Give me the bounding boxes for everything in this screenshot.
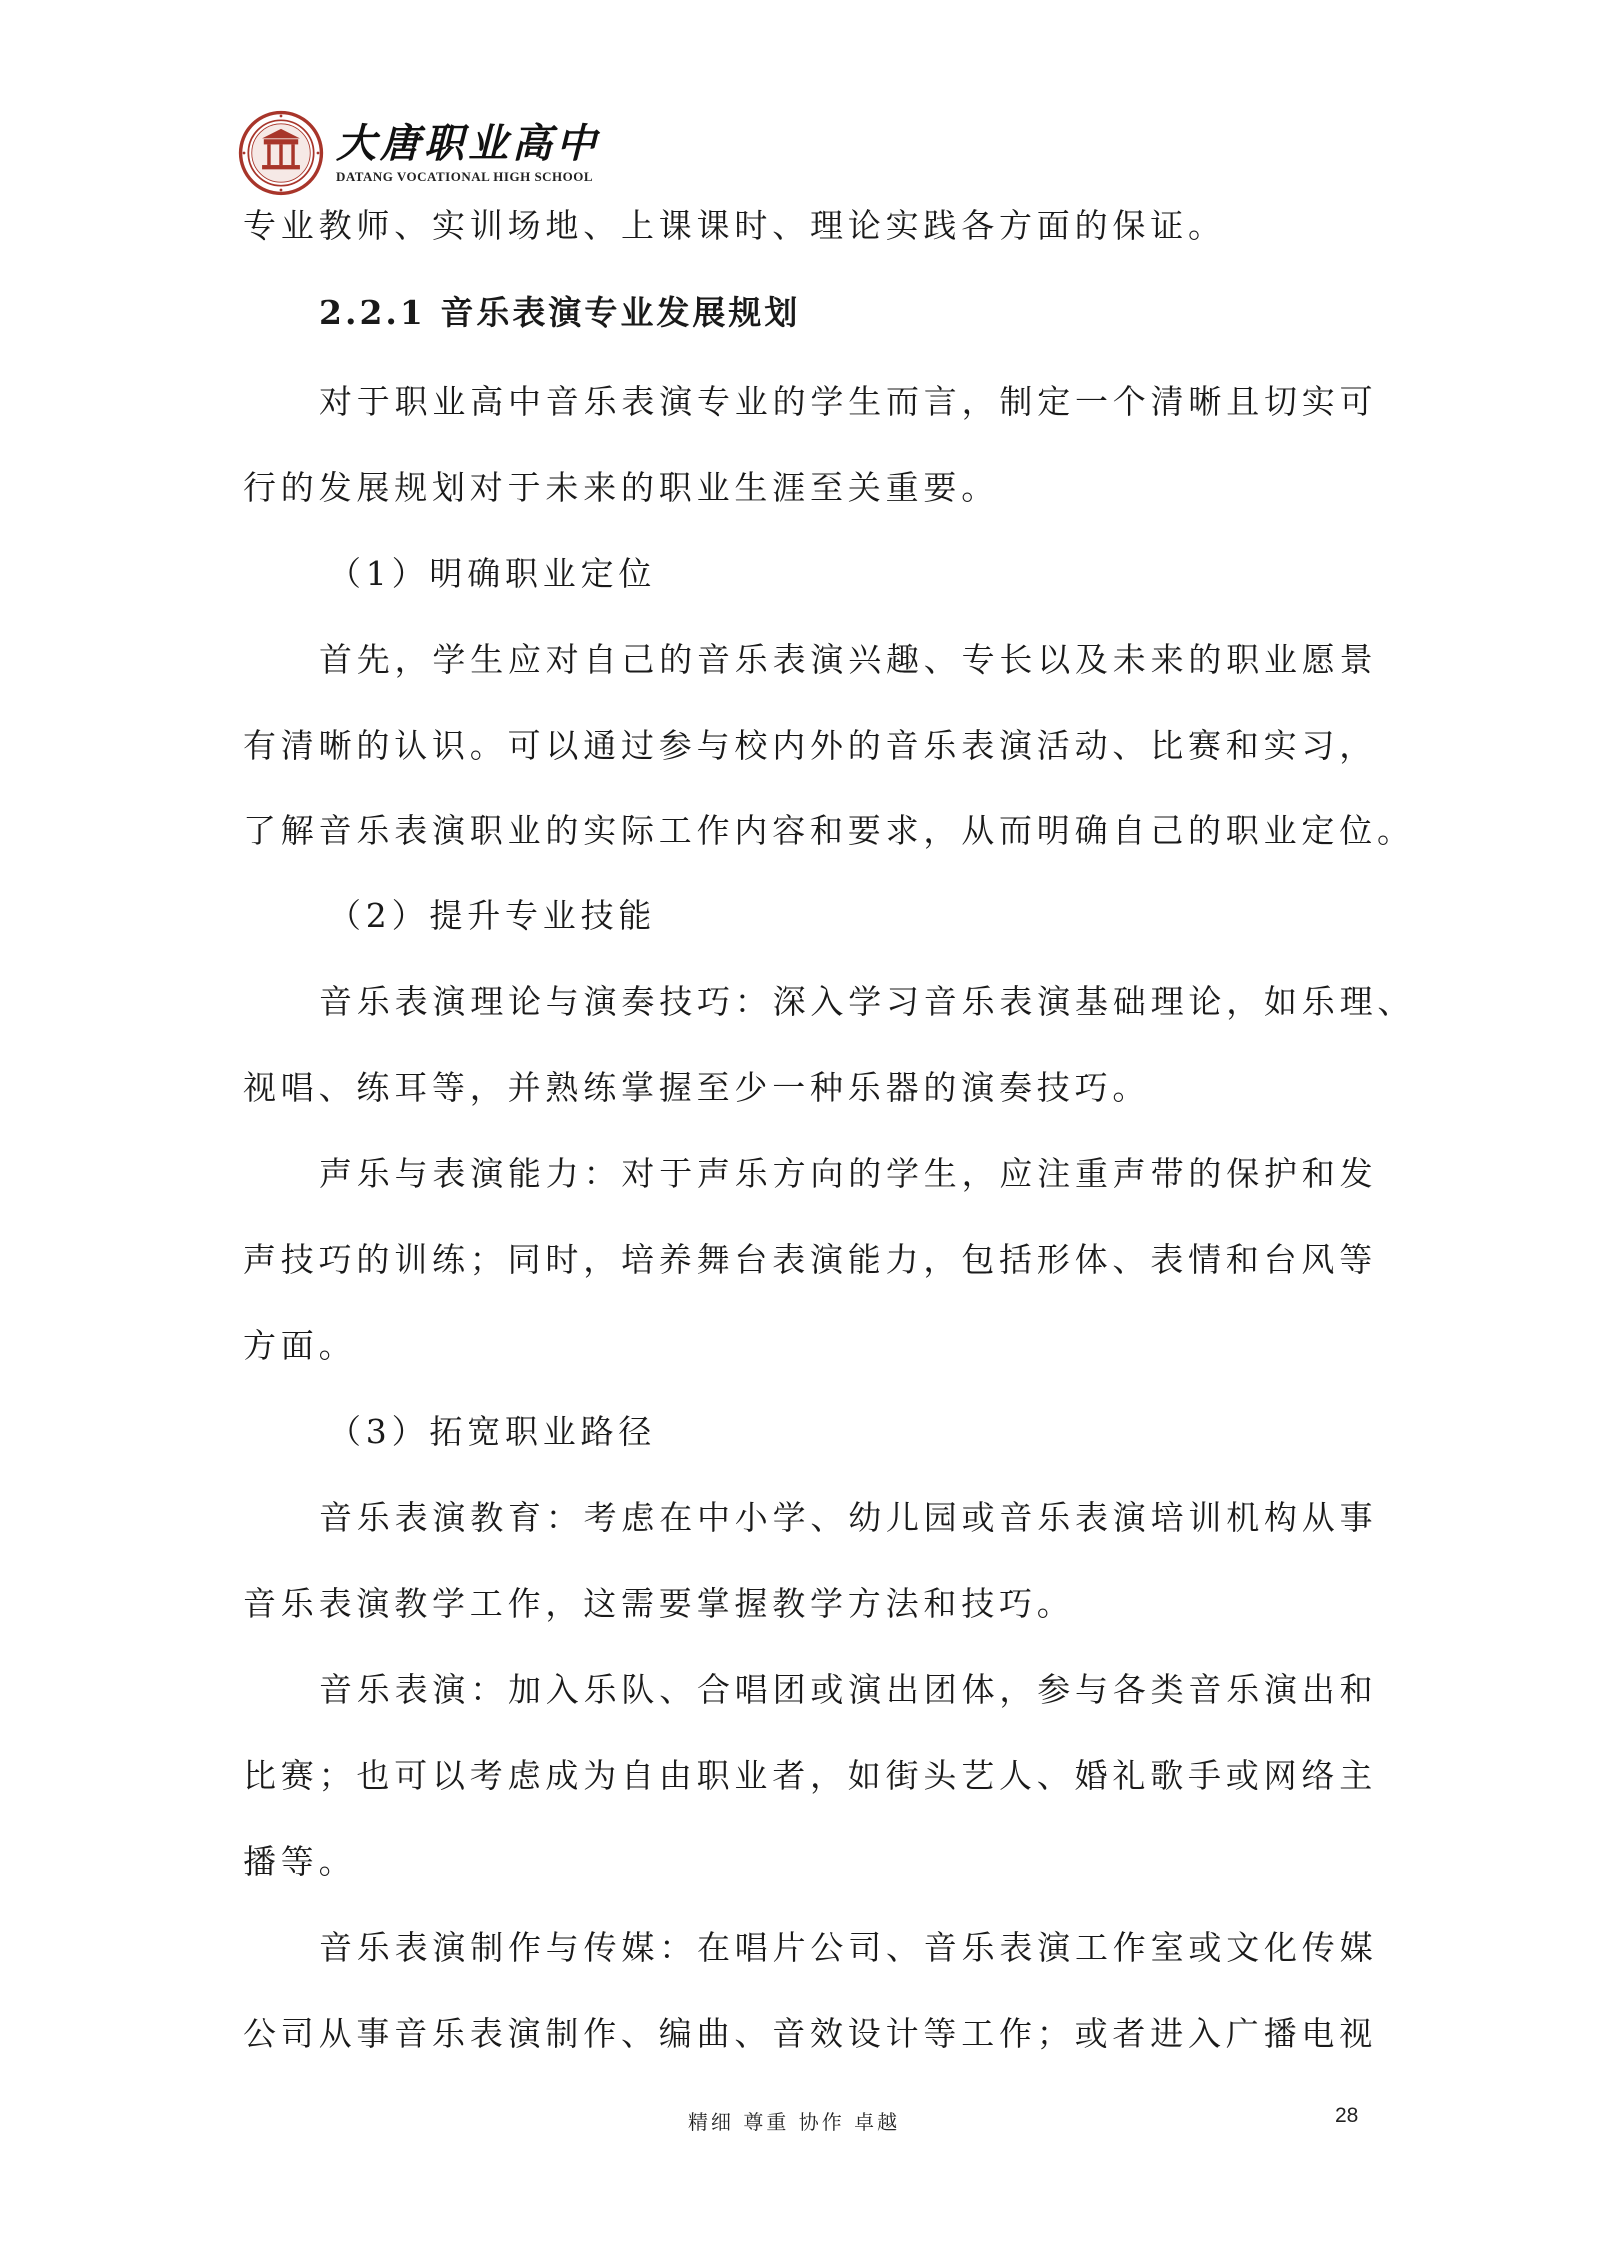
page-number: 28 bbox=[1335, 2104, 1359, 2127]
paragraph-line: 音乐表演理论与演奏技巧：深入学习音乐表演基础理论，如乐理、 bbox=[319, 982, 1416, 1021]
paragraph-line: 有清晰的认识。可以通过参与校内外的音乐表演活动、比赛和实习， bbox=[243, 726, 1377, 765]
school-name-cn: 大唐职业高中 bbox=[336, 120, 600, 167]
page-header bbox=[238, 108, 600, 198]
paragraph-line: 声技巧的训练；同时，培养舞台表演能力，包括形体、表情和台风等 bbox=[243, 1240, 1377, 1279]
paragraph-line: 专业教师、实训场地、上课课时、理论实践各方面的保证。 bbox=[243, 206, 1226, 245]
paragraph-line: 对于职业高中音乐表演专业的学生而言，制定一个清晰且切实可 bbox=[319, 382, 1378, 421]
paragraph-line: 视唱、练耳等，并熟练掌握至少一种乐器的演奏技巧。 bbox=[243, 1068, 1151, 1107]
paragraph-line: 方面。 bbox=[243, 1326, 357, 1365]
paragraph-line: 音乐表演教育：考虑在中小学、幼儿园或音乐表演培训机构从事 bbox=[319, 1498, 1378, 1537]
paragraph-line: 播等。 bbox=[243, 1842, 357, 1881]
school-seal-icon bbox=[238, 110, 324, 196]
paragraph-line: 音乐表演制作与传媒：在唱片公司、音乐表演工作室或文化传媒 bbox=[319, 1928, 1378, 1967]
paragraph-line: 比赛；也可以考虑成为自由职业者，如街头艺人、婚礼歌手或网络主 bbox=[243, 1756, 1377, 1795]
school-logo-text bbox=[336, 120, 600, 186]
subsection-heading: （1）明确职业定位 bbox=[328, 554, 657, 593]
subsection-heading: （2）提升专业技能 bbox=[328, 896, 657, 935]
paragraph-line: 首先，学生应对自己的音乐表演兴趣、专长以及未来的职业愿景 bbox=[319, 640, 1378, 679]
subsection-heading: （3）拓宽职业路径 bbox=[328, 1412, 657, 1451]
paragraph-line: 声乐与表演能力：对于声乐方向的学生，应注重声带的保护和发 bbox=[319, 1154, 1378, 1193]
paragraph-line: 公司从事音乐表演制作、编曲、音效设计等工作；或者进入广播电视 bbox=[243, 2014, 1377, 2053]
school-name-en: DATANG VOCATIONAL HIGH SCHOOL bbox=[336, 169, 594, 184]
paragraph-line: 行的发展规划对于未来的职业生涯至关重要。 bbox=[243, 468, 999, 507]
paragraph-line: 了解音乐表演职业的实际工作内容和要求，从而明确自己的职业定位。 bbox=[243, 811, 1415, 850]
footer-motto: 精细 尊重 协作 卓越 bbox=[688, 2110, 901, 2134]
paragraph-line: 音乐表演教学工作，这需要掌握教学方法和技巧。 bbox=[243, 1584, 1075, 1623]
section-heading: 2.2.1 音乐表演专业发展规划 bbox=[319, 293, 801, 332]
paragraph-line: 音乐表演：加入乐队、合唱团或演出团体，参与各类音乐演出和 bbox=[319, 1670, 1378, 1709]
